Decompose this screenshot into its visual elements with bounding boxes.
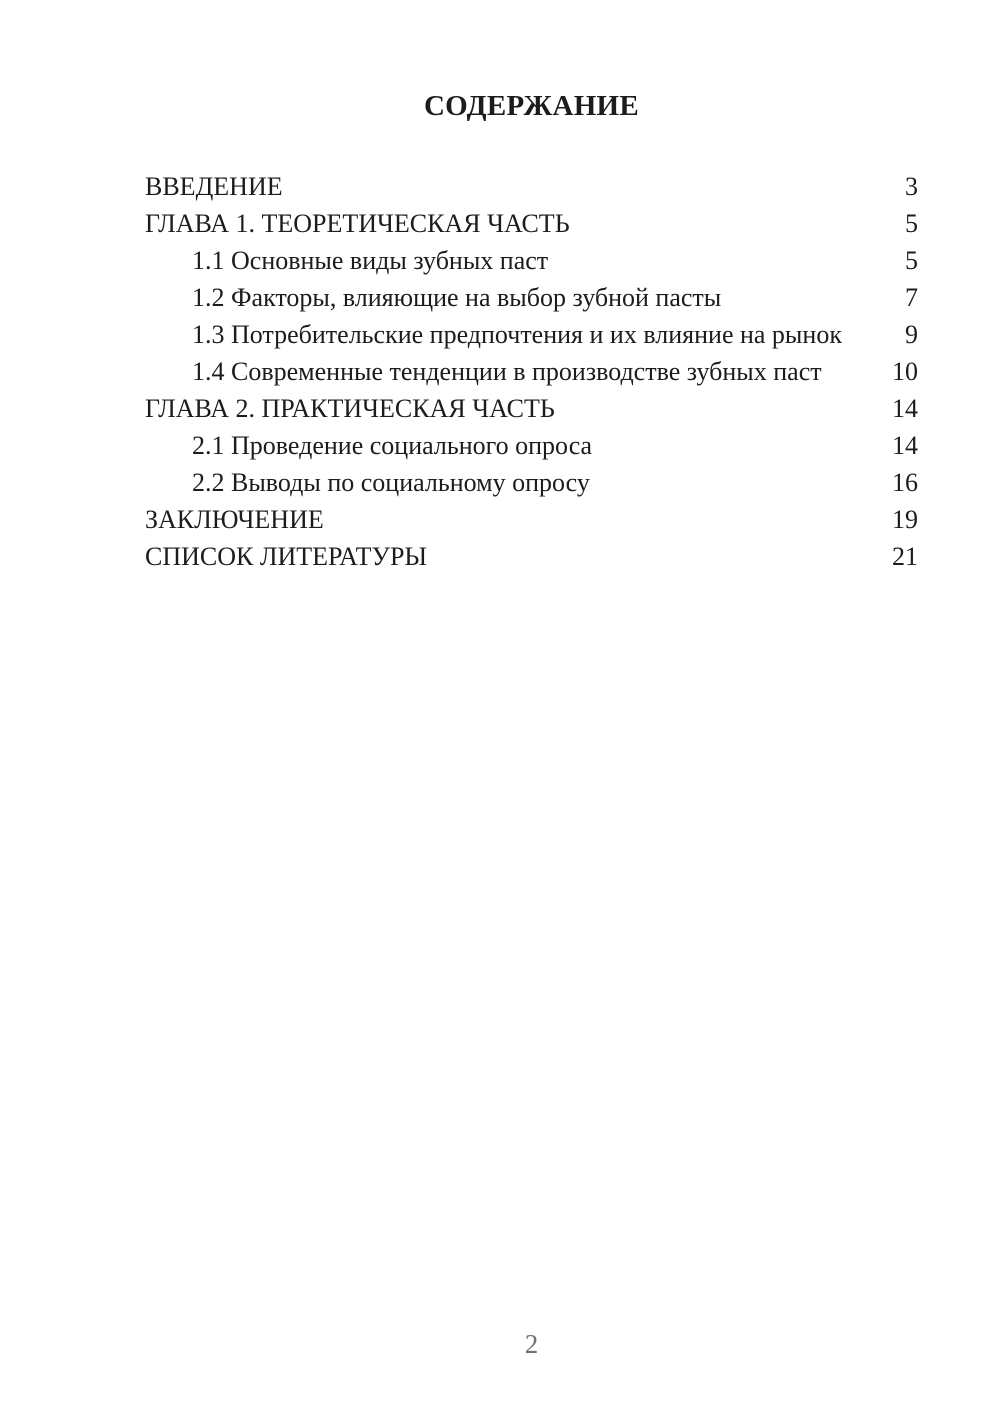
toc-row [145,464,918,501]
toc-entry-page: 19 [892,505,918,534]
toc-entry-page: 3 [905,172,918,201]
toc-row [145,242,918,279]
toc-entry-page: 10 [892,357,918,386]
toc-entry-page: 9 [905,320,918,349]
toc-entry-label: 1.3 Потребительские предпочтения и их влияние на рынок [192,320,842,349]
toc-entry-page: 16 [892,468,918,497]
toc-entry-page: 5 [905,246,918,275]
toc-row [145,205,918,242]
toc-row [145,316,918,353]
toc-entry-label: 1.4 Современные тенденции в производстве зубных паст [192,357,822,386]
toc-entry-label: 2.2 Выводы по социальному опросу [192,468,590,497]
toc-entry-label: 2.1 Проведение социального опроса [192,431,593,460]
toc-row [145,427,918,464]
toc-entry-page: 5 [905,209,918,238]
toc-entry-label: 1.2 Факторы, влияющие на выбор зубной пасты [192,283,722,312]
toc-entry-label: ВВЕДЕНИЕ [145,172,283,201]
toc-row [145,501,918,538]
toc-row [145,353,918,390]
toc-row [145,168,918,205]
toc-entry-label: СПИСОК ЛИТЕРАТУРЫ [145,542,428,571]
toc-entry-page: 7 [905,283,918,312]
toc-entry-label: 1.1 Основные виды зубных паст [192,246,549,275]
toc-entry-page: 21 [892,542,918,571]
toc-entry-label: ЗАКЛЮЧЕНИЕ [145,505,324,534]
toc-row [145,538,918,575]
toc-entry-label: ГЛАВА 2. ПРАКТИЧЕСКАЯ ЧАСТЬ [145,394,555,423]
toc-entry-page: 14 [892,394,918,423]
page-number: 2 [524,1329,539,1359]
toc-list [145,168,918,575]
toc-row [145,390,918,427]
toc-entry-page: 14 [892,431,918,460]
toc-entry-label: ГЛАВА 1. ТЕОРЕТИЧЕСКАЯ ЧАСТЬ [145,209,570,238]
toc-row [145,279,918,316]
toc-title: СОДЕРЖАНИЕ [423,90,640,122]
